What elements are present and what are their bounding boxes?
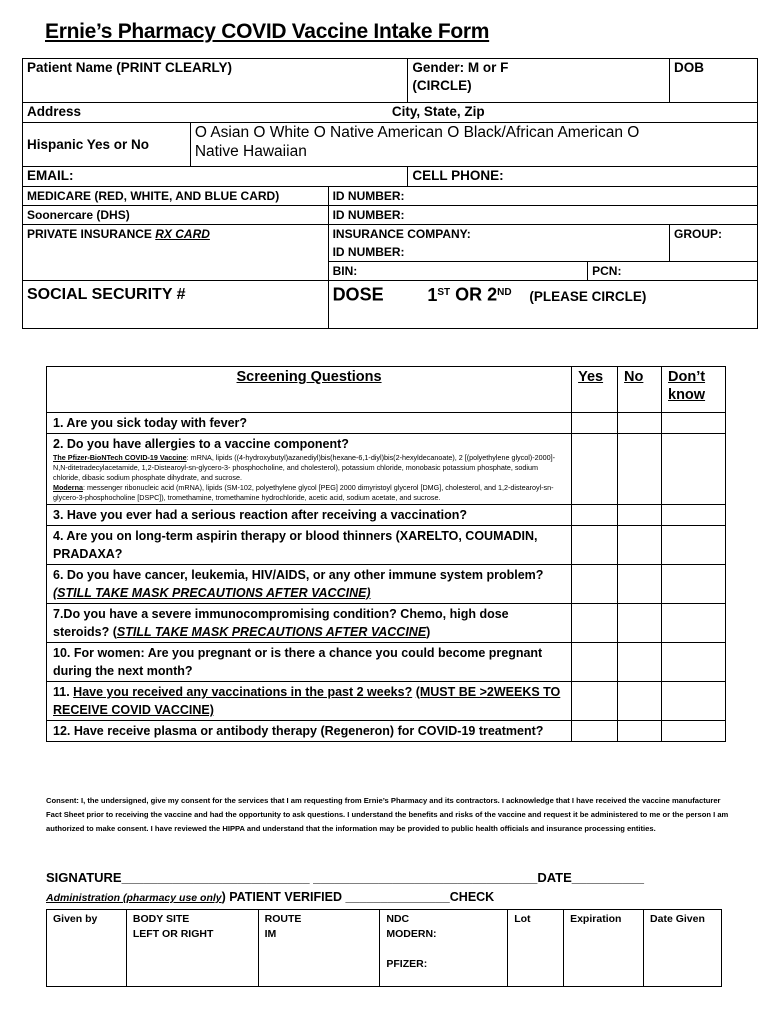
question-10: 10. For women: Are you pregnant or is there a chance you could become pregnant during the next month? (47, 643, 572, 682)
q11-no-box[interactable] (618, 682, 662, 721)
question-row-6 (47, 565, 726, 604)
hispanic-label: Hispanic Yes or No (27, 136, 150, 152)
cell-phone-label: CELL PHONE: (412, 168, 504, 183)
dont-know-column-header (662, 367, 726, 413)
q6-yes-box[interactable] (572, 565, 618, 604)
question-11: Have you received any vaccinations in the past 2 weeks? (73, 685, 413, 699)
body-site-cell[interactable] (126, 910, 258, 987)
question-2-cell (47, 434, 572, 505)
q4-no-box[interactable] (618, 526, 662, 565)
private-insurance-field (23, 225, 329, 281)
address-field[interactable] (23, 103, 408, 123)
insurance-company-label: INSURANCE COMPANY: (332, 227, 471, 241)
insurance-id-label: ID NUMBER: (332, 245, 405, 259)
q4-dont-know-box[interactable] (662, 526, 726, 565)
soonercare-label: Soonercare (DHS) (27, 208, 130, 222)
dob-label: DOB (674, 60, 705, 75)
pfizer-ndc-label: PFIZER: (386, 958, 428, 970)
group-field[interactable] (670, 225, 758, 262)
q1-yes-box[interactable] (572, 413, 618, 434)
question-row-1 (47, 413, 726, 434)
question-row-2 (47, 434, 726, 505)
question-7: 7.Do you have a severe immunocompromising condition? Chemo, high dose steroids? ( (53, 607, 509, 639)
please-circle-note: (PLEASE CIRCLE) (529, 288, 647, 304)
q2-dont-know-box[interactable] (662, 434, 726, 505)
q10-dont-know-box[interactable] (662, 643, 726, 682)
yes-header-text: Yes (578, 369, 604, 385)
question-4: 4. Are you on long-term aspirin therapy or blood thinners (XARELTO, COUMADIN, PRADAXA? (47, 526, 572, 565)
patient-name-field[interactable] (23, 59, 408, 103)
q4-yes-box[interactable] (572, 526, 618, 565)
q10-yes-box[interactable] (572, 643, 618, 682)
question-row-3 (47, 505, 726, 526)
expiration-label: Expiration (570, 913, 622, 925)
email-field[interactable] (23, 167, 408, 187)
race-options-line2: Native Hawaiian (194, 143, 307, 160)
question-12: 12. Have receive plasma or antibody therapy (Regeneron) for COVID-19 treatment? (47, 721, 572, 742)
ssn-label: SOCIAL SECURITY # (27, 286, 186, 303)
question-row-12 (47, 721, 726, 742)
expiration-cell[interactable] (564, 910, 644, 987)
medicare-label: MEDICARE (RED, WHITE, AND BLUE CARD) (27, 189, 280, 203)
bin-field[interactable] (328, 262, 588, 281)
q10-no-box[interactable] (618, 643, 662, 682)
date-given-label: Date Given (650, 913, 705, 925)
modern-label: MODERN: (386, 928, 437, 940)
moderna-label: Moderna (53, 483, 83, 492)
question-11-note: (MUST BE >2WEEKS TO RECEIVE COVID VACCINE) (53, 685, 561, 717)
q12-no-box[interactable] (618, 721, 662, 742)
question-6-cell (47, 565, 572, 604)
administration-table (46, 909, 722, 987)
left-right-label: LEFT OR RIGHT (132, 928, 214, 940)
given-by-label: Given by (53, 913, 98, 925)
question-7-cell (47, 604, 572, 643)
email-label: EMAIL: (27, 168, 74, 183)
q6-no-box[interactable] (618, 565, 662, 604)
question-6-note: (STILL TAKE MASK PRECAUTIONS AFTER VACCINE) (53, 586, 371, 600)
no-header-text: No (624, 369, 644, 385)
ndc-label: NDC (386, 913, 410, 925)
medicare-id-field[interactable] (328, 187, 757, 206)
question-row-7 (47, 604, 726, 643)
group-label: GROUP: (674, 227, 723, 241)
moderna-text: : messenger ribonucleic acid (mRNA), lipids (SM-102, polyethylene glycol [PEG] 2000 dimyristoyl glycerol [DMG], cholesterol, and 1,2-distearoyl-sn-glycero-3-phosphocholine [DSPC]), tromethamine, tromethamine hydrochloride, acetic acid, sodium acetate, and sucrose. (53, 483, 554, 502)
question-row-11 (47, 682, 726, 721)
q7-dont-know-box[interactable] (662, 604, 726, 643)
q11-yes-box[interactable] (572, 682, 618, 721)
route-cell[interactable] (258, 910, 380, 987)
rx-card-label: RX CARD (155, 227, 210, 241)
ndc-cell[interactable] (380, 910, 508, 987)
dob-field[interactable] (670, 59, 758, 103)
administration-line (46, 890, 494, 904)
patient-name-label: Patient Name (PRINT CLEARLY) (27, 60, 233, 75)
question-7-end: ) (426, 625, 431, 639)
private-insurance-label: PRIVATE INSURANCE (27, 227, 156, 241)
pcn-label: PCN: (592, 264, 622, 278)
screening-header (47, 367, 572, 413)
q1-no-box[interactable] (618, 413, 662, 434)
cell-phone-field[interactable] (408, 167, 758, 187)
dose-or: OR 2 (450, 284, 498, 305)
moderna-ingredients (53, 483, 565, 503)
im-label: IM (264, 928, 277, 940)
city-state-zip-label: City, State, Zip (391, 104, 485, 119)
pfizer-label: The Pfizer-BioNTech COVID-19 Vaccine (53, 453, 187, 462)
patient-verified-check[interactable]: PATIENT VERIFIED _______________CHECK (225, 890, 495, 904)
question-7-note: STILL TAKE MASK PRECAUTIONS AFTER VACCINE (116, 625, 427, 639)
lot-label: Lot (514, 913, 531, 925)
q7-no-box[interactable] (618, 604, 662, 643)
pcn-field[interactable] (588, 262, 758, 281)
pfizer-text: : mRNA, lipids ((4-hydroxybutyl)azanediyl)bis(hexane-6,1-diyl)bis(2-hexyldecanoate), 2 [(polyethylene glycol)-2000]-N,N-ditetradecylacetamide, 1,2-Distearoyl-sn-glycero-3- phosphocholine, and cholesterol), potassium chloride, monobasic potassium phosphate, sodium chloride, dibasic sodium phosphate dihydrate, and sucrose. (53, 453, 555, 482)
medicare-field (23, 187, 329, 206)
screening-header-text: Screening Questions (236, 369, 382, 385)
dose-first: 1 (427, 284, 438, 305)
question-2: 2. Do you have allergies to a vaccine component? (53, 437, 349, 451)
address-label: Address (27, 104, 82, 119)
q11-dont-know-box[interactable] (662, 682, 726, 721)
q12-yes-box[interactable] (572, 721, 618, 742)
body-site-label: BODY SITE (132, 913, 190, 925)
consent-text: Consent: I, the undersigned, give my consent for the services that I am requesting from Ernie’s Pharmacy and its contractors. I acknowledge that I have received the vaccine manufacturer Fact Sheet prior to receiving the vaccine and had the opportunity to ask questions. I understand the benefits and risks of the vaccine and request it be administered to me or the person I am authorized to make consent. I have reviewed the HIPPA and understand that the information may be provided to public health officials and insurance processing entities. (46, 796, 729, 833)
question-11-cell (47, 682, 572, 721)
no-column-header (618, 367, 662, 413)
lot-cell[interactable] (508, 910, 564, 987)
bin-label: BIN: (332, 264, 358, 278)
question-6: 6. Do you have cancer, leukemia, HIV/AIDS, or any other immune system problem? (53, 568, 544, 582)
gender-field[interactable] (408, 59, 670, 103)
q7-yes-box[interactable] (572, 604, 618, 643)
q2-no-box[interactable] (618, 434, 662, 505)
q3-yes-box[interactable] (572, 505, 618, 526)
medicare-id-label: ID NUMBER: (332, 189, 405, 203)
admin-close: ) (221, 890, 226, 904)
q3-no-box[interactable] (618, 505, 662, 526)
screening-table (46, 366, 726, 742)
form-title: Ernie’s Pharmacy COVID Vaccine Intake Form (45, 20, 490, 43)
question-row-10 (47, 643, 726, 682)
race-options-line1: O Asian O White O Native American O Black/African American O (194, 124, 640, 141)
dose-label: DOSE (332, 284, 384, 305)
soonercare-id-field[interactable] (328, 206, 757, 225)
q6-dont-know-box[interactable] (662, 565, 726, 604)
dont-know-text-1: Don’t (668, 369, 706, 385)
city-state-zip-field[interactable] (391, 103, 758, 123)
patient-info-table (22, 58, 758, 329)
yes-column-header (572, 367, 618, 413)
route-label: ROUTE (264, 913, 302, 925)
dose-field[interactable] (328, 281, 757, 329)
admin-label: Administration (pharmacy use only (46, 892, 222, 904)
question-11-number: 11. (53, 685, 74, 699)
gender-label: Gender: M or F (412, 60, 509, 75)
q1-dont-know-box[interactable] (662, 413, 726, 434)
question-row-4 (47, 526, 726, 565)
dont-know-text-2: know (668, 387, 706, 403)
hispanic-field[interactable] (23, 123, 191, 167)
insurance-company-field[interactable] (328, 225, 669, 262)
dose-second-sup: ND (497, 287, 512, 298)
q3-dont-know-box[interactable] (662, 505, 726, 526)
question-1: 1. Are you sick today with fever? (47, 413, 572, 434)
dose-first-sup: ST (437, 287, 451, 298)
q12-dont-know-box[interactable] (662, 721, 726, 742)
ssn-field[interactable] (23, 281, 329, 329)
pfizer-ingredients (53, 453, 565, 483)
given-by-cell[interactable] (47, 910, 127, 987)
signature-line[interactable]: SIGNATURE__________________________ _______________________________DATE__________ (46, 870, 645, 885)
q2-yes-box[interactable] (572, 434, 618, 505)
question-3: 3. Have you ever had a serious reaction after receiving a vaccination? (47, 505, 572, 526)
gender-circle-note: (CIRCLE) (412, 78, 472, 93)
soonercare-field (23, 206, 329, 225)
race-options[interactable] (190, 123, 757, 167)
date-given-cell[interactable] (644, 910, 722, 987)
soonercare-id-label: ID NUMBER: (332, 208, 405, 222)
